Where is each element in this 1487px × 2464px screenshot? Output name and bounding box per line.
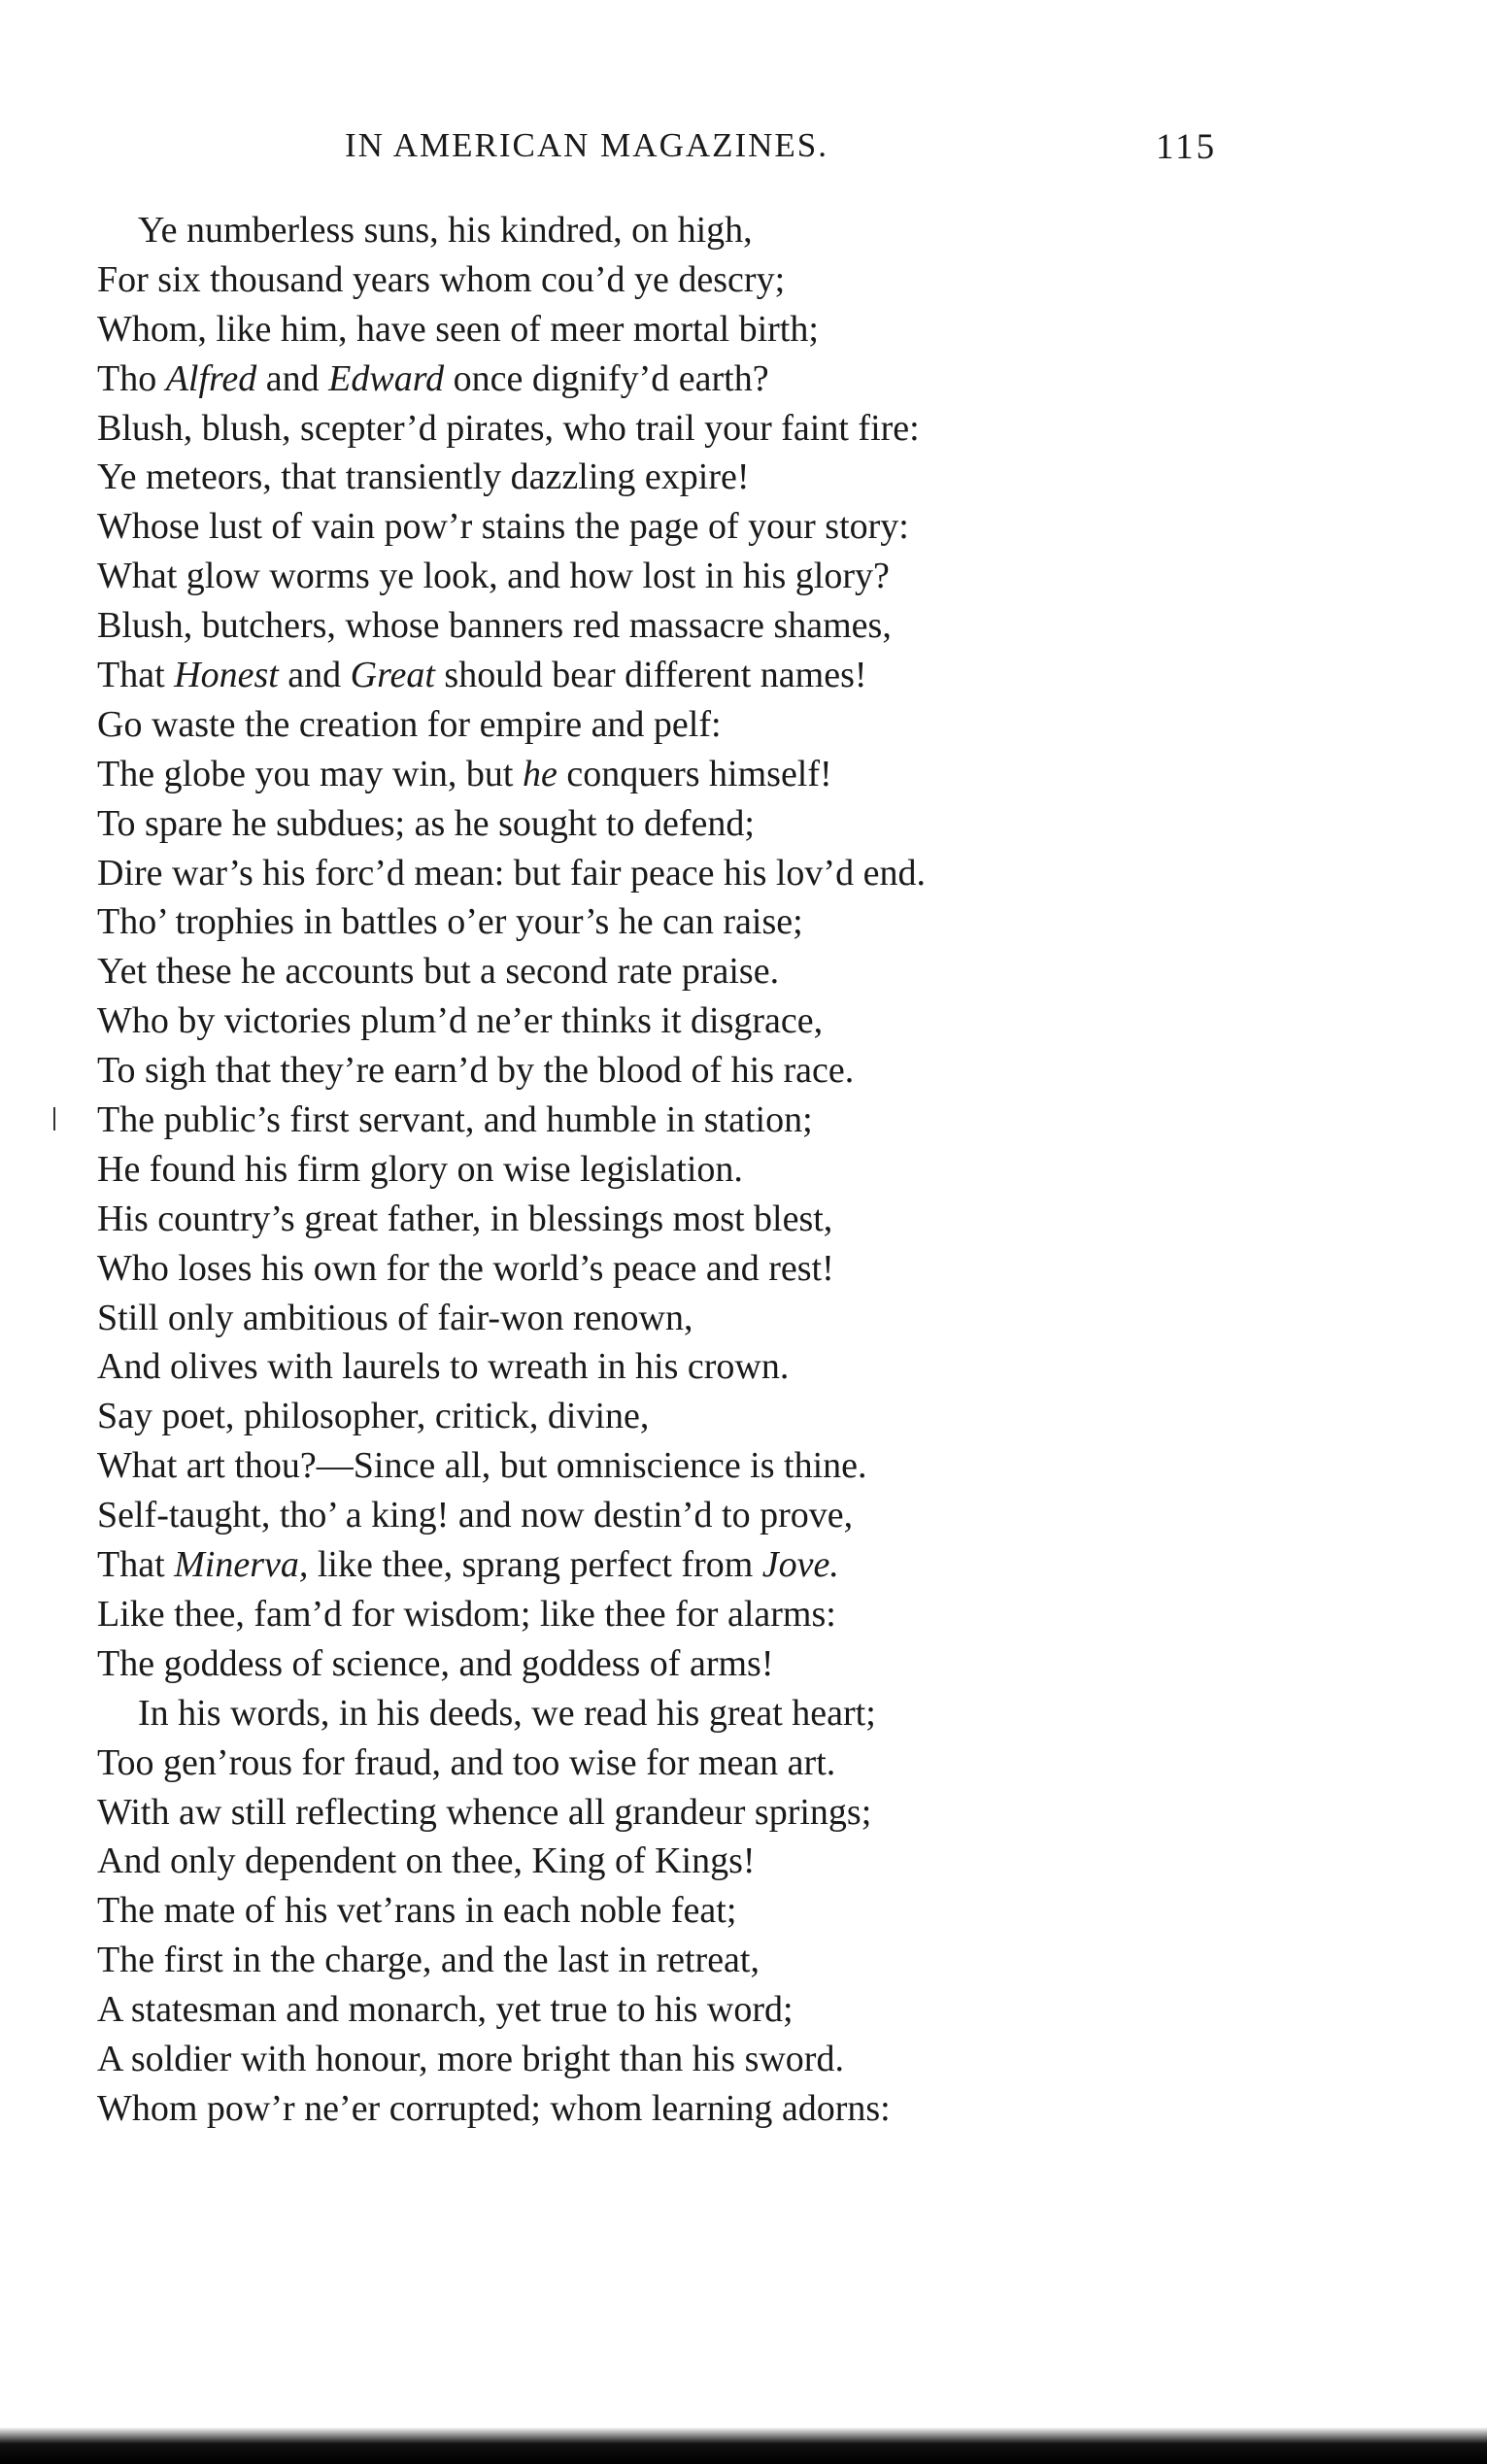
verse-line [97, 1985, 1214, 2035]
text-segment: To sigh that they’re earn’d by the blood of his race. [97, 1050, 855, 1092]
running-head [0, 126, 1487, 175]
verse-line [97, 1096, 1214, 1145]
text-segment: And olives with laurels to wreath in his crown. [97, 1346, 790, 1388]
verse-line [97, 1886, 1214, 1936]
text-segment: Go waste the creation for empire and pelf: [97, 703, 722, 745]
text-segment: Self-taught, tho’ a king! and now destin’d to prove, [97, 1495, 854, 1536]
text-segment: A soldier with honour, more bright than his sword. [97, 2038, 844, 2079]
text-segment: For six thousand years whom cou’d ye descry; [97, 258, 786, 300]
text-segment: Whom, like him, have seen of meer mortal birth; [97, 308, 819, 350]
verse-line [97, 947, 1214, 996]
text-segment: Ye numberless suns, his kindred, on high, [138, 210, 753, 251]
text-segment: The first in the charge, and the last in retreat, [97, 1940, 760, 1981]
verse-line [97, 354, 1214, 404]
margin-mark [53, 1107, 55, 1131]
text-segment: That [97, 655, 175, 696]
verse-line [97, 799, 1214, 849]
verse-line [97, 1046, 1214, 1096]
verse-line [97, 651, 1214, 700]
verse-line [97, 700, 1214, 750]
verse-line [97, 552, 1214, 601]
verse-line [97, 1244, 1214, 1294]
verse-line [97, 1195, 1214, 1244]
text-segment: The mate of his vet’rans in each noble feat; [97, 1890, 737, 1932]
verse-line [97, 453, 1214, 502]
verse-line [97, 1540, 1214, 1590]
italic-segment: Edward [328, 357, 445, 399]
verse-line [97, 2084, 1214, 2134]
italic-segment: Great [350, 655, 435, 696]
text-segment: Too gen’rous for fraud, and too wise for mean art. [97, 1741, 836, 1783]
verse-line [97, 750, 1214, 799]
text-segment: should bear different names! [434, 655, 867, 696]
italic-segment: Jove. [761, 1544, 839, 1586]
text-segment: Yet these he accounts but a second rate praise. [97, 951, 780, 993]
text-segment: To spare he subdues; as he sought to defend; [97, 802, 755, 844]
italic-segment: Honest [174, 655, 279, 696]
verse-line [97, 2035, 1214, 2084]
text-segment: Blush, butchers, whose banners red massacre shames, [97, 605, 892, 647]
verse-line [97, 255, 1214, 305]
verse-line [97, 601, 1214, 651]
verse-line [97, 1342, 1214, 1392]
verse-line [97, 1441, 1214, 1491]
verse-line [97, 1788, 1214, 1838]
verse-line [97, 1689, 1214, 1738]
italic-segment: Minerva, [174, 1544, 309, 1586]
text-segment: Blush, blush, scepter’d pirates, who trail your faint fire: [97, 407, 920, 449]
text-segment: Whose lust of vain pow’r stains the page of your story: [97, 506, 909, 548]
text-segment: The public’s first servant, and humble in station; [97, 1099, 813, 1141]
text-segment: His country’s great father, in blessings most blest, [97, 1198, 833, 1239]
verse-line [97, 502, 1214, 552]
verse-line [97, 206, 1214, 255]
verse-line [97, 1590, 1214, 1639]
page-number: 115 [1156, 127, 1218, 167]
text-segment: like thee, sprang perfect from [308, 1544, 762, 1586]
verse-line [97, 1936, 1214, 1985]
text-segment: Say poet, philosopher, critick, divine, [97, 1396, 650, 1437]
text-segment: With aw still reflecting whence all grandeur springs; [97, 1791, 872, 1833]
verse-line [97, 1491, 1214, 1540]
text-segment: In his words, in his deeds, we read his great heart; [138, 1692, 876, 1734]
verse-line [97, 1738, 1214, 1788]
verse-line [97, 1145, 1214, 1195]
text-segment: The globe you may win, but [97, 753, 523, 794]
text-segment: That [97, 1544, 175, 1586]
text-segment: Dire war’s his forc’d mean: but fair peace his lov’d end. [97, 852, 926, 894]
text-segment: conquers himself! [557, 753, 832, 794]
text-segment: and [278, 655, 351, 696]
text-segment: Tho’ trophies in battles o’er your’s he can raise; [97, 901, 803, 943]
verse-line [97, 897, 1214, 947]
poem-verse [97, 206, 1214, 2134]
running-head-title: IN AMERICAN MAGAZINES. [345, 126, 829, 164]
text-segment: and [256, 357, 329, 399]
text-segment: Who by victories plum’d ne’er thinks it disgrace, [97, 1000, 824, 1042]
text-segment: And only dependent on thee, King of Kings! [97, 1840, 756, 1882]
text-segment: The goddess of science, and goddess of arms! [97, 1642, 774, 1684]
text-segment: A statesman and monarch, yet true to his word; [97, 1989, 794, 2031]
text-segment: Tho [97, 357, 166, 399]
text-segment: He found his firm glory on wise legislation. [97, 1148, 743, 1190]
verse-line [97, 1837, 1214, 1886]
text-segment: What art thou?—Since all, but omniscience is thine. [97, 1445, 867, 1487]
text-segment: What glow worms ye look, and how lost in his glory? [97, 556, 890, 597]
verse-line [97, 305, 1214, 354]
verse-line [97, 404, 1214, 454]
text-segment: Whom pow’r ne’er corrupted; whom learning adorns: [97, 2087, 891, 2129]
verse-line [97, 1639, 1214, 1689]
italic-segment: Alfred [165, 357, 257, 399]
verse-line [97, 1294, 1214, 1343]
text-segment: Who loses his own for the world’s peace and rest! [97, 1247, 834, 1289]
verse-line [97, 996, 1214, 1046]
text-segment: once dignify’d earth? [444, 357, 769, 399]
verse-line [97, 1392, 1214, 1441]
italic-segment: he [522, 753, 558, 794]
text-segment: Like thee, fam’d for wisdom; like thee for alarms: [97, 1593, 836, 1635]
text-segment: Ye meteors, that transiently dazzling expire! [97, 456, 750, 498]
verse-line [97, 849, 1214, 898]
page-bottom-edge [0, 2427, 1487, 2464]
text-segment: Still only ambitious of fair-won renown, [97, 1297, 693, 1338]
